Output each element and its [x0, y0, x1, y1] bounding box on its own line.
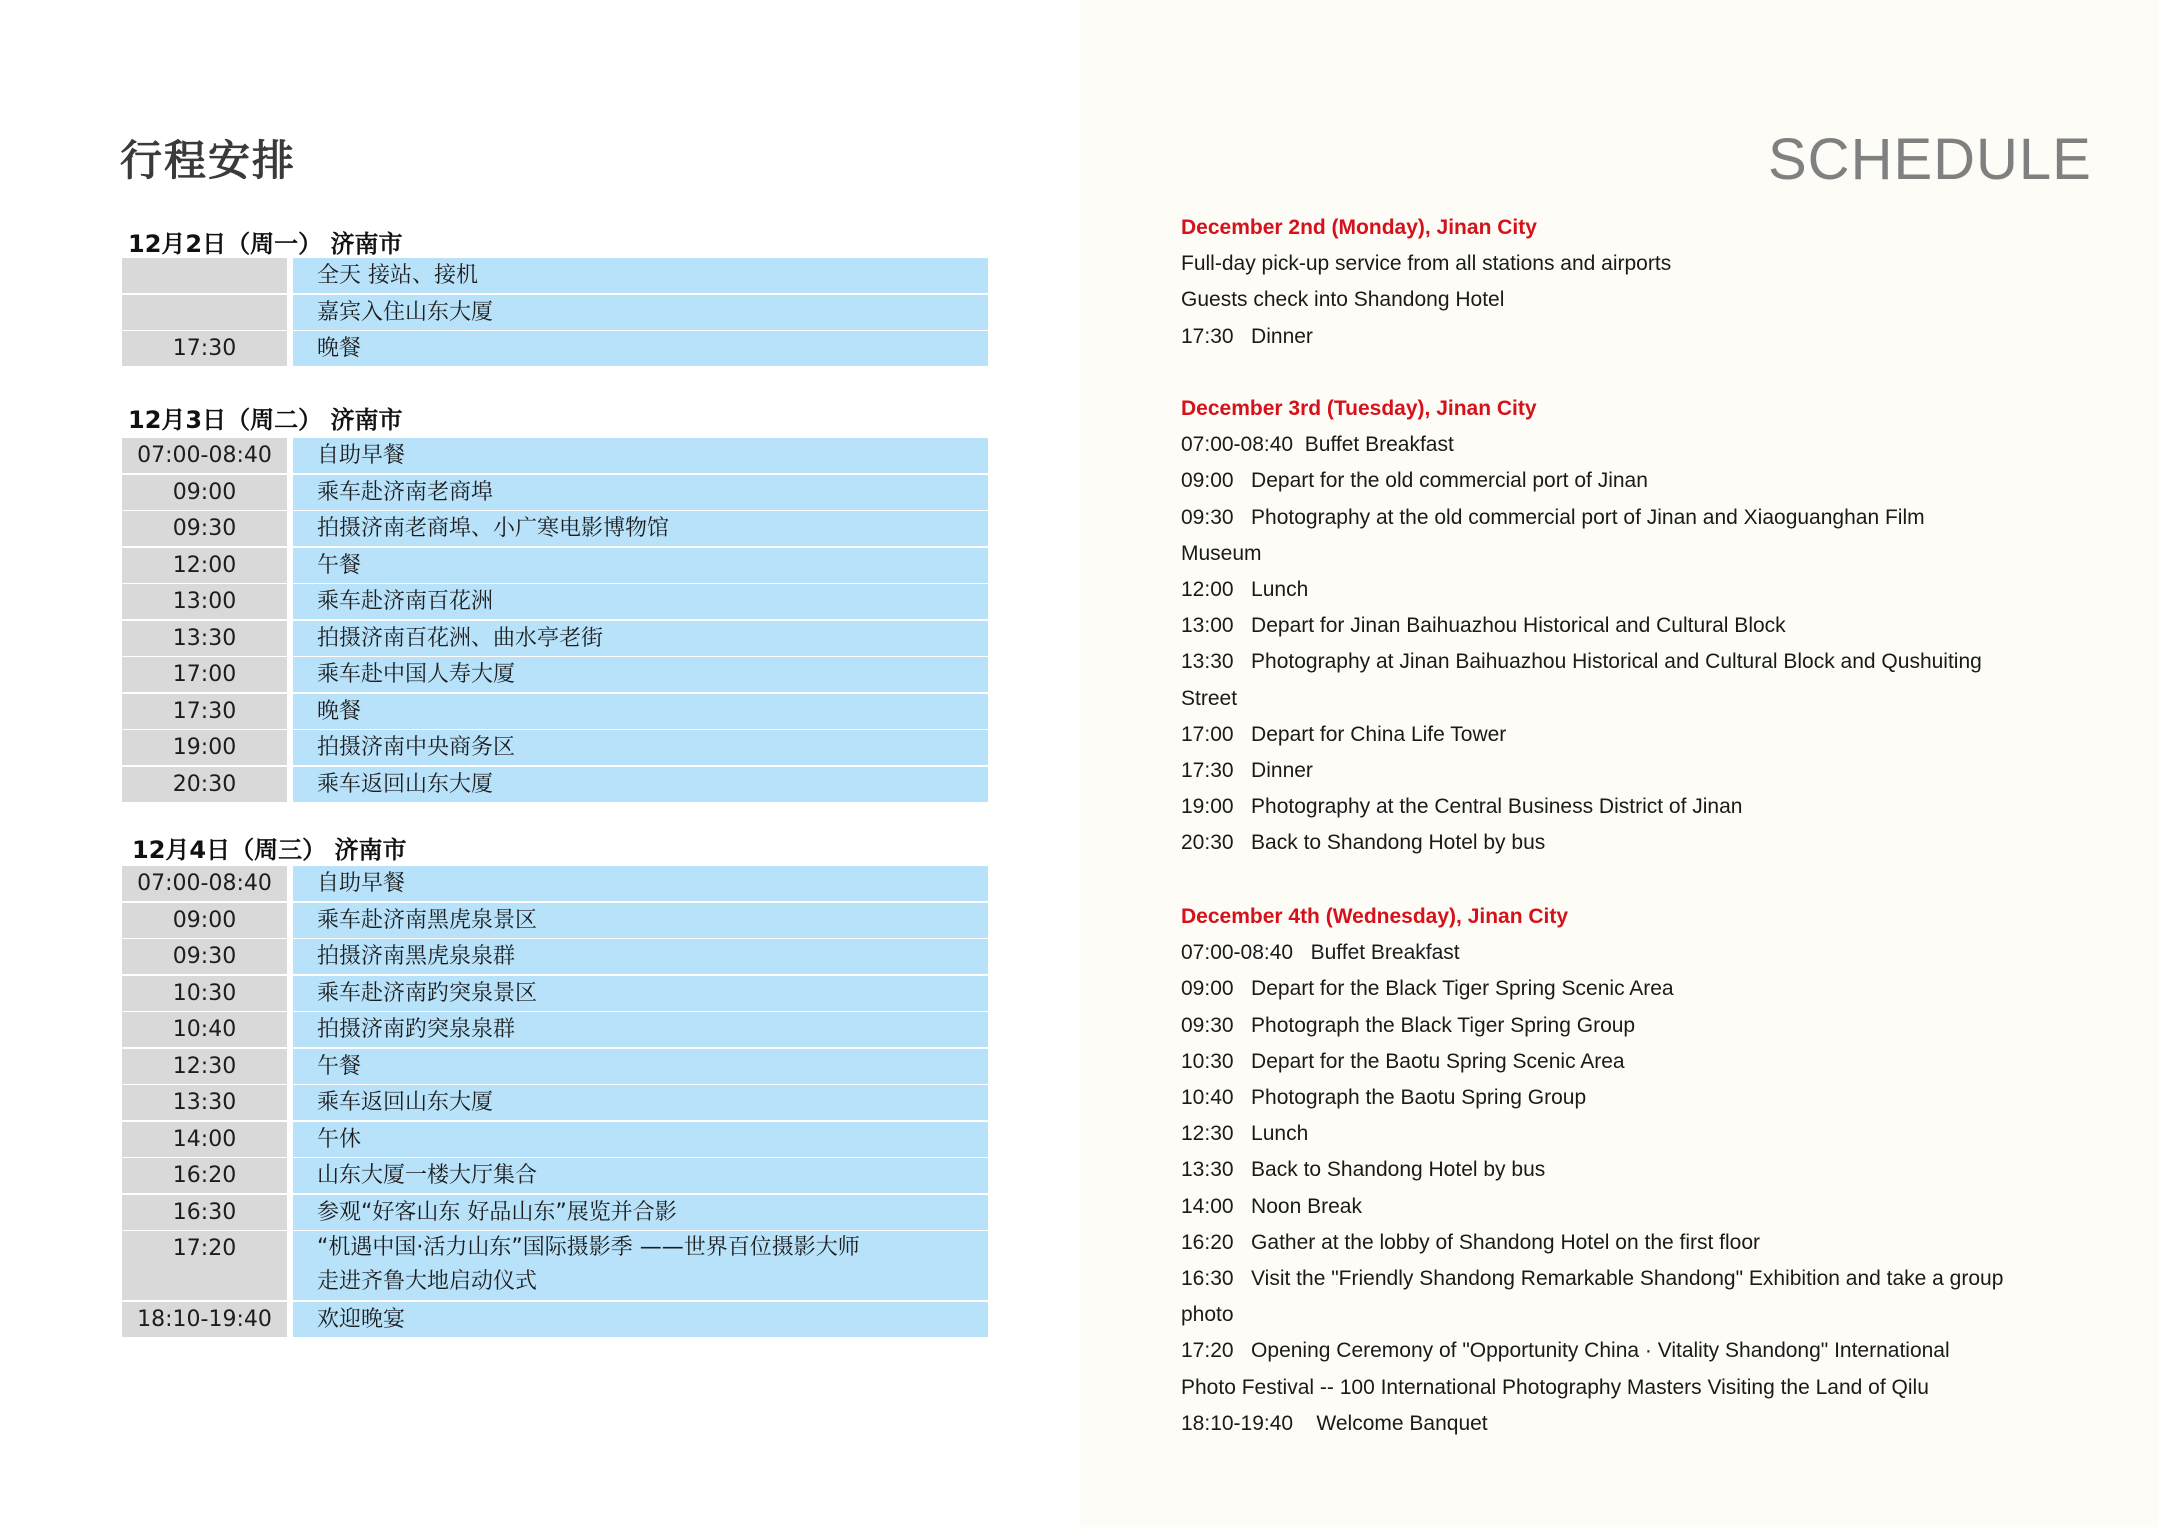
schedule-table-cn-2: [122, 438, 988, 803]
time-cell: 09:30: [122, 939, 287, 975]
table-row: [122, 694, 988, 730]
time-cell: 09:00: [122, 475, 287, 511]
table-row: [122, 1122, 988, 1158]
table-row: [122, 438, 988, 474]
day-heading-cn-1: 12月2日（周一） 济南市: [128, 230, 403, 258]
table-row: [122, 767, 988, 803]
list-item: Street: [1181, 686, 1238, 710]
list-item: 09:30 Photograph the Black Tiger Spring Group: [1181, 1013, 1636, 1037]
list-item: Photo Festival -- 100 International Photography Masters Visiting the Land of Qilu: [1181, 1375, 1929, 1399]
time-cell: 10:40: [122, 1012, 287, 1048]
list-item: 16:20 Gather at the lobby of Shandong Hotel on the first floor: [1181, 1230, 1761, 1254]
day-heading-cn-2: 12月3日（周二） 济南市: [128, 406, 403, 434]
time-cell: [122, 258, 287, 294]
table-row: [122, 1049, 988, 1085]
list-item: 09:00 Depart for the Black Tiger Spring Scenic Area: [1181, 977, 1674, 1001]
activity-line-2: 走进齐鲁大地启动仪式: [317, 1269, 538, 1294]
list-item: 07:00-08:40 Buffet Breakfast: [1181, 433, 1454, 457]
list-item: Guests check into Shandong Hotel: [1181, 288, 1505, 312]
list-item: 17:30 Dinner: [1181, 324, 1313, 348]
time-cell: 17:20: [122, 1231, 287, 1301]
time-cell: 13:00: [122, 584, 287, 620]
activity-cell: 参观“好客山东 好品山东”展览并合影: [293, 1195, 988, 1231]
list-item: 13:30 Back to Shandong Hotel by bus: [1181, 1158, 1546, 1182]
table-row: [122, 866, 988, 902]
activity-cell: 自助早餐: [293, 438, 988, 474]
schedule-en-2: [1181, 391, 2061, 862]
activity-cell: 拍摄济南老商埠、小广寒电影博物馆: [293, 511, 988, 547]
activity-cell: 自助早餐: [293, 866, 988, 902]
table-row: [122, 331, 988, 367]
schedule-en-1: [1181, 210, 2061, 355]
activity-cell: 拍摄济南百花洲、曲水亭老街: [293, 621, 988, 657]
time-cell: 07:00-08:40: [122, 866, 287, 902]
activity-cell: 拍摄济南趵突泉泉群: [293, 1012, 988, 1048]
list-item: Full-day pick-up service from all stations and airports: [1181, 252, 1672, 276]
time-cell: 20:30: [122, 767, 287, 803]
time-cell: 19:00: [122, 730, 287, 766]
time-cell: [122, 295, 287, 331]
time-cell: 13:30: [122, 1085, 287, 1121]
time-cell: 13:30: [122, 621, 287, 657]
table-row: [122, 621, 988, 657]
activity-cell: 乘车赴济南黑虎泉景区: [293, 903, 988, 939]
list-item: 10:30 Depart for the Baotu Spring Scenic Area: [1181, 1049, 1625, 1073]
activity-cell: 山东大厦一楼大厅集合: [293, 1158, 988, 1194]
list-item: 14:00 Noon Break: [1181, 1194, 1362, 1218]
list-item: Museum: [1181, 541, 1262, 565]
day-heading-en-3: December 4th (Wednesday), Jinan City: [1181, 905, 1569, 928]
schedule-table-cn-3: [122, 866, 988, 1338]
table-row: [122, 976, 988, 1012]
list-item: 09:00 Depart for the old commercial port of Jinan: [1181, 469, 1648, 493]
activity-cell: 午休: [293, 1122, 988, 1158]
table-row: [122, 1012, 988, 1048]
time-cell: 17:30: [122, 331, 287, 367]
list-item: 17:00 Depart for China Life Tower: [1181, 722, 1507, 746]
table-row: [122, 1158, 988, 1194]
activity-cell: 乘车赴济南百花洲: [293, 584, 988, 620]
list-item: 12:30 Lunch: [1181, 1122, 1309, 1146]
table-row: [122, 1085, 988, 1121]
time-cell: 09:30: [122, 511, 287, 547]
activity-cell: 拍摄济南中央商务区: [293, 730, 988, 766]
day-heading-cn-3: 12月4日（周三） 济南市: [132, 836, 407, 864]
table-row: [122, 657, 988, 693]
list-item: 20:30 Back to Shandong Hotel by bus: [1181, 831, 1546, 855]
day-heading-en-2: December 3rd (Tuesday), Jinan City: [1181, 397, 1537, 420]
activity-cell: 嘉宾入住山东大厦: [293, 295, 988, 331]
list-item: 12:00 Lunch: [1181, 578, 1309, 602]
list-item: 07:00-08:40 Buffet Breakfast: [1181, 941, 1460, 965]
table-row: [122, 903, 988, 939]
activity-cell: 乘车赴济南老商埠: [293, 475, 988, 511]
time-cell: 17:30: [122, 694, 287, 730]
table-row: [122, 475, 988, 511]
activity-cell: 晚餐: [293, 331, 988, 367]
activity-cell: 乘车返回山东大厦: [293, 1085, 988, 1121]
list-item: 13:30 Photography at Jinan Baihuazhou Historical and Cultural Block and Qushuiting: [1181, 650, 1982, 674]
page-title-cn: 行程安排: [120, 136, 297, 185]
list-item: 17:30 Dinner: [1181, 759, 1313, 783]
schedule-table-cn-1: [122, 258, 988, 368]
time-cell: 07:00-08:40: [122, 438, 287, 474]
time-cell: 12:30: [122, 1049, 287, 1085]
list-item: 13:00 Depart for Jinan Baihuazhou Historical and Cultural Block: [1181, 614, 1786, 638]
table-row: [122, 939, 988, 975]
activity-cell: 欢迎晚宴: [293, 1302, 988, 1338]
list-item: 19:00 Photography at the Central Business District of Jinan: [1181, 795, 1743, 819]
activity-cell: 全天 接站、接机: [293, 258, 988, 294]
time-cell: 18:10-19:40: [122, 1302, 287, 1338]
activity-cell: [293, 1231, 988, 1301]
activity-cell: 午餐: [293, 1049, 988, 1085]
time-cell: 16:30: [122, 1195, 287, 1231]
table-row: [122, 548, 988, 584]
activity-cell: 晚餐: [293, 694, 988, 730]
table-row: [122, 1195, 988, 1231]
time-cell: 10:30: [122, 976, 287, 1012]
list-item: 10:40 Photograph the Baotu Spring Group: [1181, 1086, 1587, 1110]
list-item: photo: [1181, 1303, 1234, 1327]
list-item: 09:30 Photography at the old commercial port of Jinan and Xiaoguanghan Film: [1181, 505, 1925, 529]
table-row: [122, 1231, 988, 1301]
activity-cell: 午餐: [293, 548, 988, 584]
list-item: 18:10-19:40 Welcome Banquet: [1181, 1411, 1488, 1435]
activity-cell: 乘车赴中国人寿大厦: [293, 657, 988, 693]
time-cell: 09:00: [122, 903, 287, 939]
activity-cell: 乘车赴济南趵突泉景区: [293, 976, 988, 1012]
day-heading-en-1: December 2nd (Monday), Jinan City: [1181, 216, 1537, 239]
schedule-en-3: [1181, 899, 2061, 1442]
time-cell: 17:00: [122, 657, 287, 693]
list-item: 17:20 Opening Ceremony of "Opportunity China · Vitality Shandong" International: [1181, 1339, 1950, 1363]
time-cell: 16:20: [122, 1158, 287, 1194]
table-row: [122, 730, 988, 766]
time-cell: 12:00: [122, 548, 287, 584]
activity-line-1: “机遇中国·活力山东”国际摄影季 ——世界百位摄影大师: [317, 1235, 860, 1260]
table-row: [122, 511, 988, 547]
page-title-en: SCHEDULE: [1768, 127, 2092, 192]
list-item: 16:30 Visit the "Friendly Shandong Remarkable Shandong" Exhibition and take a group: [1181, 1267, 2004, 1291]
table-row: [122, 295, 988, 331]
activity-cell: 乘车返回山东大厦: [293, 767, 988, 803]
time-cell: 14:00: [122, 1122, 287, 1158]
table-row: [122, 1302, 988, 1338]
table-row: [122, 258, 988, 294]
activity-cell: 拍摄济南黑虎泉泉群: [293, 939, 988, 975]
table-row: [122, 584, 988, 620]
